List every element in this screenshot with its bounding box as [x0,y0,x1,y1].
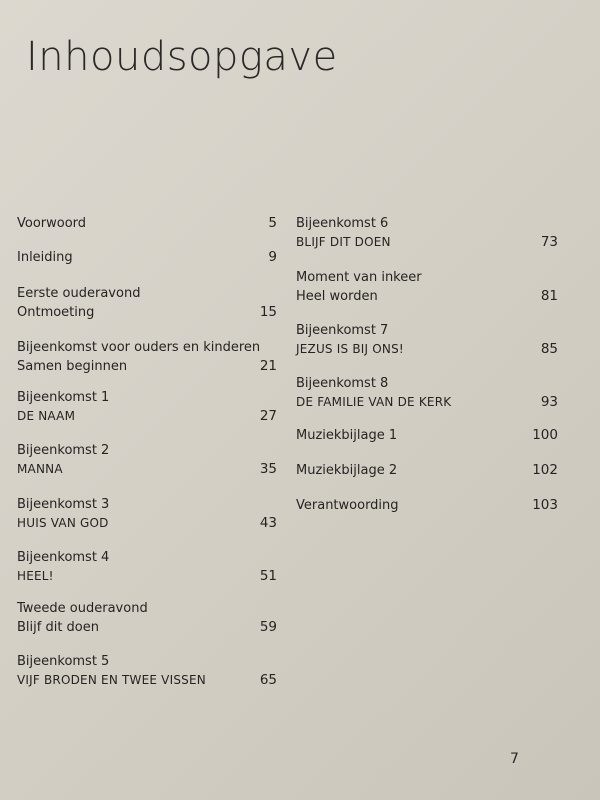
toc-line [17,567,277,585]
toc-line [17,671,277,689]
toc-line-text: Moment van inkeer [296,270,422,285]
toc-line-text: DE NAAM [17,409,76,423]
toc-entry [17,653,277,689]
toc-line-text: Voorwoord [17,216,87,231]
toc-line [17,653,277,671]
toc-page-number: 27 [259,408,277,424]
toc-entry [296,461,558,480]
toc-page-number: 21 [259,358,277,374]
toc-line [296,233,558,251]
toc-line-text: Heel worden [296,289,378,304]
toc-line [17,496,277,514]
toc-line [17,549,277,567]
toc-entry [296,426,558,445]
toc-page-number: 93 [540,394,558,410]
toc-line-text: BLIJF DIT DOEN [296,235,391,249]
toc-line-text: MANNA [17,462,63,476]
toc-line-text: Blijf dit doen [17,620,99,635]
toc-entry [17,339,277,376]
toc-line-text: Bijeenkomst 6 [296,216,389,231]
toc-line [296,393,558,411]
toc-line-text: Bijeenkomst 5 [17,654,110,669]
toc-page-number: 85 [540,341,558,357]
toc-line-text: Bijeenkomst 7 [296,323,389,338]
toc-page-number: 35 [259,461,277,477]
toc-line [296,461,558,480]
toc-page-number: 51 [259,568,277,584]
toc-line-text: Bijeenkomst 3 [17,497,110,512]
toc-page-number: 5 [268,215,277,231]
toc-line [17,214,277,233]
toc-line [17,600,277,618]
toc-line-text: JEZUS IS BIJ ONS! [296,342,404,356]
toc-line [296,287,558,306]
toc-line [17,514,277,532]
toc-line-text: DE FAMILIE VAN DE KERK [296,395,452,409]
toc-entry [17,600,277,637]
toc-line [296,496,558,515]
toc-line [296,215,558,233]
toc-page-number: 73 [540,234,558,250]
toc-line [17,303,277,322]
toc-line-text: Muziekbijlage 2 [296,463,398,478]
toc-entry [17,214,277,233]
toc-line [17,357,277,376]
toc-entry [296,215,558,251]
toc-entry [296,496,558,515]
toc-page-number: 59 [259,619,277,635]
toc-line-text: Bijeenkomst 2 [17,443,110,458]
toc-line [17,618,277,637]
toc-page-number: 65 [259,672,277,688]
toc-line [296,269,558,287]
toc-line [17,248,277,267]
toc-entry [17,549,277,585]
toc-page-number: 43 [259,515,277,531]
toc-entry [17,442,277,478]
toc-line-text: Bijeenkomst 1 [17,390,110,405]
toc-page-number: 103 [532,497,558,513]
toc-line-text: Bijeenkomst voor ouders en kinderen [17,340,261,355]
toc-line-text: HUIS VAN GOD [17,516,109,530]
toc-entry [296,269,558,306]
toc-line [17,407,277,425]
toc-page-number: 100 [532,427,558,443]
toc-entry [17,496,277,532]
toc-line-text: HEEL! [17,569,54,583]
toc-line [296,340,558,358]
toc-line [296,426,558,445]
toc-line [296,375,558,393]
toc-line [17,285,277,303]
toc-entry [296,322,558,358]
page-number: 7 [510,751,519,767]
toc-entry [17,389,277,425]
toc-page-number: 9 [268,249,277,265]
toc-page-number: 81 [540,288,558,304]
page-title: Inhoudsopgave [26,34,338,80]
toc-line-text: Bijeenkomst 4 [17,550,110,565]
toc-line-text: Muziekbijlage 1 [296,428,398,443]
toc-line [17,442,277,460]
toc-line-text: Ontmoeting [17,305,95,320]
toc-page-number: 102 [532,462,558,478]
toc-page-number: 15 [259,304,277,320]
toc-line [17,460,277,478]
toc-entry [296,375,558,411]
toc-line-text: Eerste ouderavond [17,286,141,301]
toc-line-text: Verantwoording [296,498,399,513]
toc-line [296,322,558,340]
toc-entry [17,285,277,322]
toc-line-text: Tweede ouderavond [17,601,148,616]
toc-line-text: Bijeenkomst 8 [296,376,389,391]
toc-line-text: Inleiding [17,250,73,265]
toc-line [17,339,277,357]
toc-line-text: VIJF BRODEN EN TWEE VISSEN [17,673,206,687]
toc-entry [17,248,277,267]
toc-line [17,389,277,407]
toc-line-text: Samen beginnen [17,359,128,374]
